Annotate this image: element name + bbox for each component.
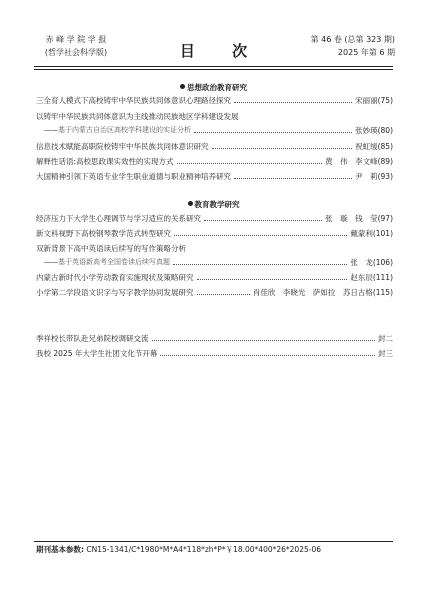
entry-title: 信息技术赋能高职院校铸牢中华民族共同体意识研究 [36,142,209,151]
parameters-value: CN15-1341/C*1980*M*A4*118*zh*P*￥18.00*400*26*2025-06 [86,545,321,554]
header-rule-bottom [34,69,393,70]
issue-line: 2025 年第 6 期 [337,48,395,57]
bullet-dot-icon [188,201,193,206]
entry-title: 三全育人模式下高校铸牢中华民族共同体意识心理路径探究 [36,96,231,105]
journal-name: 赤 峰 学 院 学 报 [45,35,107,44]
entry-title: 解释性话语:高校思政课实效性的实现方式 [36,157,174,166]
entry-title: 以铸牢中华民族共同体意识为主线推动民族地区学科建设发展 [36,112,239,121]
dot-leader [212,148,353,149]
dot-leader [174,235,347,236]
toc-entry[interactable] [36,229,393,238]
entry-title: 小学第二学段语文识字与写字教学协同发展研究 [36,288,194,297]
entry-author-page: 祝虹缓(85) [355,142,393,151]
entry-author-page: 肖佳欣 李晓光 萨如拉 苏日古格(115) [252,288,393,297]
section-name: 教育教学研究 [194,200,240,209]
toc-extra-entry[interactable] [36,349,393,358]
entry-title: 大国精神引领下英语专业学生职业道德与职业精神培养研究 [36,172,231,181]
page-title: 目 次 [179,42,264,60]
entry-title: 新文科视野下高校钢琴教学范式转型研究 [36,229,171,238]
toc-entry[interactable] [36,96,393,105]
header-rule-top [34,66,393,67]
entry-author-page: 宋丽丽(75) [355,96,393,105]
entry-author-page: 尹 莉(93) [355,172,393,181]
entry-subtitle: 基于英语新高考全国卷读后续写真题 [58,258,170,266]
entry-author-page: 戴蒙利(101) [350,229,393,238]
toc-entry-subtitle[interactable] [44,126,393,135]
dot-leader [194,132,352,133]
section-heading [0,199,427,210]
toc-entry[interactable] [36,288,393,297]
dot-leader [173,264,347,265]
em-dash: —— [44,126,58,134]
toc-entry[interactable] [36,273,393,282]
entry-title: 经济压力下大学生心理调节与学习适应的关系研究 [36,214,201,223]
toc-entry[interactable] [36,142,393,151]
entry-author-page: 赵东辰(111) [350,273,393,282]
dot-leader [234,102,352,103]
toc-entry[interactable] [36,214,393,223]
toc-entry-subtitle[interactable] [44,258,393,267]
entry-title: 双新背景下高中英语读后续写的写作策略分析 [36,244,186,253]
extra-page: 封三 [378,349,393,358]
parameters-label: 期刊基本参数: [36,545,84,554]
dot-leader [152,340,376,341]
section-name: 思想政治教育研究 [187,83,247,92]
toc-entry[interactable] [36,172,393,181]
bullet-dot-icon [180,84,185,89]
entry-author-page: 张妙瑛(80) [355,126,393,135]
section-heading [0,82,427,93]
entry-author-page: 张 璇 钱 莹(97) [325,214,393,223]
em-dash: —— [44,258,58,266]
toc-entry[interactable] [36,157,393,166]
entry-author-page: 张 龙(106) [350,258,393,267]
entry-author-page: 黄 伟 李文峰(89) [325,157,393,166]
extra-page: 封二 [378,334,393,343]
dot-leader [204,220,322,221]
entry-title: 内蒙古新时代小学劳动教育实施现状及策略研究 [36,273,194,282]
entry-subtitle: 基于内蒙古自治区高校学科建设的实证分析 [58,126,191,134]
dot-leader [177,163,323,164]
journal-edition: (哲学社会科学版) [44,48,108,57]
extra-title: 我校 2025 年大学生社团文化节开幕 [36,349,158,358]
dot-leader [160,355,375,356]
dot-leader [197,294,250,295]
footer-rule-top [34,541,393,542]
toc-entry[interactable] [36,244,186,253]
toc-extra-entry[interactable] [36,334,393,343]
extra-title: 季祥校长带队赴兄弟院校调研交流 [36,334,149,343]
journal-header-right [285,33,395,59]
dot-leader [234,178,352,179]
toc-entry[interactable] [36,112,239,121]
journal-parameters [36,545,321,555]
dot-leader [197,279,348,280]
volume-line: 第 46 卷 (总第 323 期) [310,35,395,44]
